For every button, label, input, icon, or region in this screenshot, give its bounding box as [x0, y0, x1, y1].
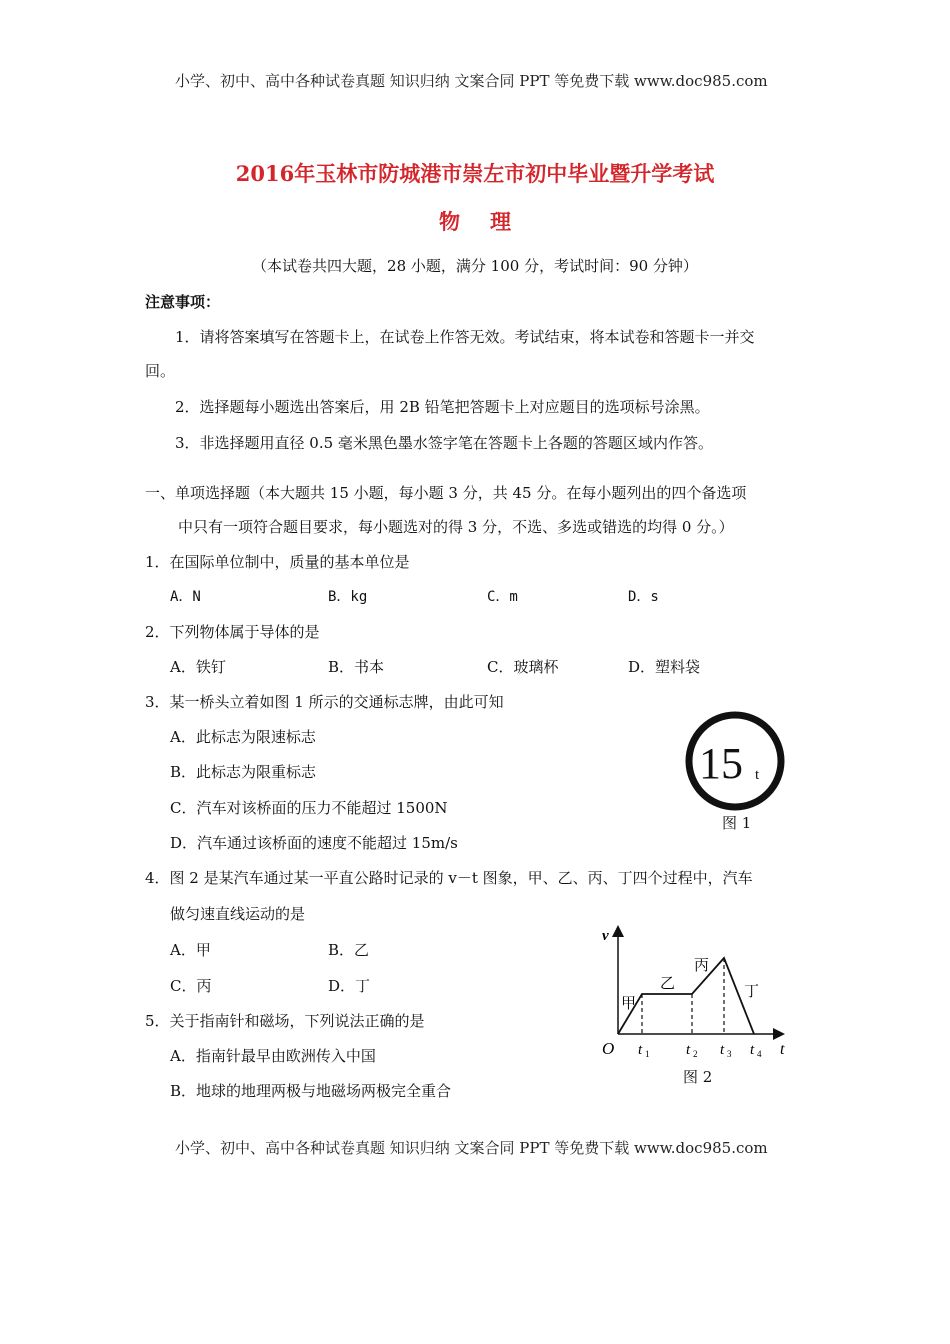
exam-title: 2016年玉林市防城港市崇左市初中毕业暨升学考试 — [235, 161, 715, 186]
question-4-stem-cont: 做匀速直线运动的是 — [170, 905, 306, 923]
segment-ding-label: 丁 — [744, 982, 760, 1000]
question-5-stem: 5．关于指南针和磁场，下列说法正确的是 — [145, 1012, 425, 1030]
sign-number: 15 — [699, 739, 743, 788]
figure-1-caption: 图 1 — [722, 814, 752, 832]
segment-yi-label: 乙 — [660, 974, 676, 992]
section-heading-cont: 中只有一项符合题目要求，每小题选对的得 3 分，不选、多选或错选的均得 0 分。） — [178, 518, 734, 536]
tick-t4: t — [750, 1042, 755, 1058]
q3-option-b: B．此标志为限重标志 — [170, 763, 317, 781]
q4-option-d: D．丁 — [328, 977, 371, 995]
tick-t1: t — [638, 1042, 643, 1058]
page-footer: 小学、初中、高中各种试卷真题 知识归纳 文案合同 PPT 等免费下载 www.doc985.com — [175, 1139, 768, 1157]
question-2-stem: 2．下列物体属于导体的是 — [145, 623, 320, 641]
q3-option-c: C．汽车对该桥面的压力不能超过 1500N — [170, 799, 448, 817]
q2-option-c: C．玻璃杯 — [487, 658, 559, 676]
q4-option-b: B．乙 — [328, 941, 370, 959]
page-header: 小学、初中、高中各种试卷真题 知识归纳 文案合同 PPT 等免费下载 www.doc985.com — [175, 72, 768, 90]
tick-t2: t — [686, 1042, 691, 1058]
segment-jia-label: 甲 — [621, 994, 637, 1012]
q4-option-c: C．丙 — [170, 977, 212, 995]
q5-option-b: B．地球的地理两极与地磁场两极完全重合 — [170, 1082, 452, 1100]
q2-option-b: B．书本 — [328, 658, 385, 676]
question-1-stem: 1．在国际单位制中，质量的基本单位是 — [145, 553, 410, 571]
tick-t3-sub: 3 — [727, 1049, 732, 1059]
x-axis-label: t — [780, 1041, 785, 1058]
sign-unit: t — [755, 767, 760, 783]
exam-info: （本试卷共四大题，28 小题，满分 100 分，考试时间：90 分钟） — [252, 257, 698, 275]
segment-bing-label: 丙 — [694, 956, 710, 974]
notes-heading: 注意事项： — [145, 293, 221, 311]
origin-label: O — [602, 1039, 615, 1058]
vt-curve — [618, 958, 754, 1034]
figure-1-sign — [680, 708, 790, 818]
note-item: 2．选择题每小题选出答案后，用 2B 铅笔把答题卡上对应题目的选项标号涂黑。 — [175, 398, 710, 416]
tick-t2-sub: 2 — [693, 1049, 698, 1059]
q3-option-d: D．汽车通过该桥面的速度不能超过 15m/s — [170, 834, 458, 852]
note-item: 3．非选择题用直径 0.5 毫米黑色墨水签字笔在答题卡上各题的答题区域内作答。 — [175, 434, 713, 452]
q2-option-d: D．塑料袋 — [628, 658, 701, 676]
figure-2-vt-graph — [590, 918, 805, 1063]
figure-2-caption: 图 2 — [683, 1068, 713, 1086]
q1-option-c: C．m — [487, 589, 518, 605]
subject-title: 物理 — [439, 209, 541, 234]
section-heading: 一、单项选择题（本大题共 15 小题，每小题 3 分，共 45 分。在每小题列出的四个备选项 — [145, 484, 747, 502]
tick-t1-sub: 1 — [645, 1049, 650, 1059]
q3-option-a: A．此标志为限速标志 — [170, 728, 316, 746]
note-item: 1．请将答案填写在答题卡上，在试卷上作答无效。考试结束，将本试卷和答题卡一并交 — [175, 328, 755, 346]
note-item: 回。 — [145, 362, 176, 380]
tick-t3: t — [720, 1042, 725, 1058]
q2-option-a: A．铁钉 — [170, 658, 226, 676]
question-4-stem: 4．图 2 是某汽车通过某一平直公路时记录的 v－t 图象，甲、乙、丙、丁四个过程中，汽车 — [145, 869, 753, 887]
question-3-stem: 3．某一桥头立着如图 1 所示的交通标志牌，由此可知 — [145, 693, 504, 711]
q1-option-b: B．kg — [328, 589, 368, 605]
q1-option-a: A．N — [170, 589, 201, 605]
q5-option-a: A．指南针最早由欧洲传入中国 — [170, 1047, 376, 1065]
tick-t4-sub: 4 — [757, 1049, 762, 1059]
y-axis-label: v — [602, 928, 609, 944]
q1-option-d: D．s — [628, 589, 659, 605]
q4-option-a: A．甲 — [170, 941, 211, 959]
